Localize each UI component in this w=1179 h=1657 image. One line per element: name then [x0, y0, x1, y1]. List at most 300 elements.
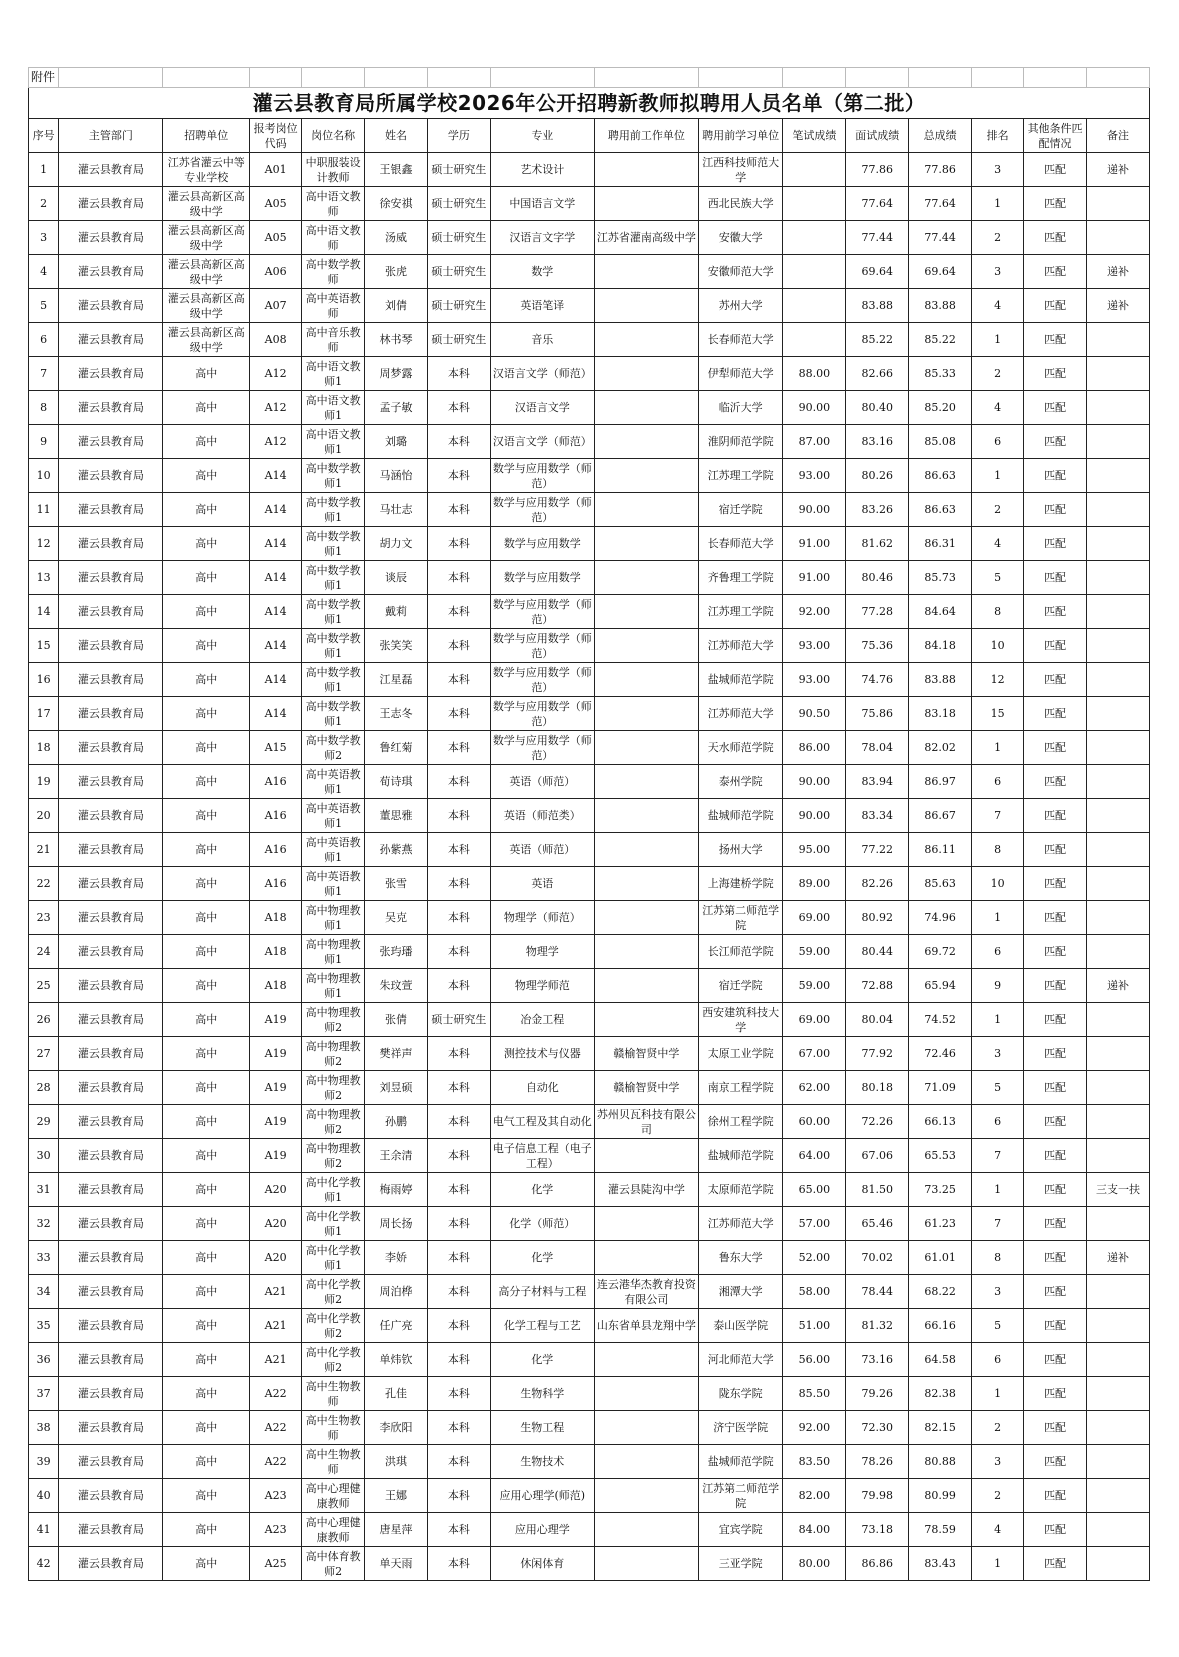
cell-code: A01	[250, 153, 302, 187]
cell-unit: 江苏省灌云中等专业学校	[163, 153, 250, 187]
cell-no: 35	[29, 1309, 59, 1343]
table-row	[29, 731, 1150, 765]
cell-post: 高中数学教师1	[302, 493, 365, 527]
cell-interview: 79.26	[846, 1377, 909, 1411]
cell-match: 匹配	[1024, 1173, 1087, 1207]
cell-note: 递补	[1087, 1241, 1150, 1275]
cell-interview: 81.32	[846, 1309, 909, 1343]
cell-edu: 硕士研究生	[427, 221, 490, 255]
column-header: 排名	[972, 119, 1024, 153]
cell-prev-work: 苏州贝瓦科技有限公司	[594, 1105, 698, 1139]
cell-interview: 77.86	[846, 153, 909, 187]
cell-prev-school: 天水师范学院	[698, 731, 783, 765]
cell-total: 61.23	[909, 1207, 972, 1241]
column-header: 姓名	[365, 119, 428, 153]
cell-rank: 4	[972, 289, 1024, 323]
cell-prev-school: 河北师范大学	[698, 1343, 783, 1377]
cell-written	[783, 323, 846, 357]
cell-prev-school: 三亚学院	[698, 1547, 783, 1581]
cell-code: A19	[250, 1139, 302, 1173]
cell-prev-school: 苏州大学	[698, 289, 783, 323]
cell-post: 高中物理教师1	[302, 935, 365, 969]
cell-match: 匹配	[1024, 1275, 1087, 1309]
cell-dept: 灌云县教育局	[59, 1479, 163, 1513]
cell-written: 56.00	[783, 1343, 846, 1377]
cell-prev-school: 江苏师范大学	[698, 629, 783, 663]
cell-edu: 本科	[427, 1071, 490, 1105]
cell-note	[1087, 629, 1150, 663]
cell-major: 数学与应用数学（师范）	[490, 629, 594, 663]
cell-written: 89.00	[783, 867, 846, 901]
cell-note	[1087, 527, 1150, 561]
cell-dept: 灌云县教育局	[59, 527, 163, 561]
cell-unit: 高中	[163, 1513, 250, 1547]
table-row	[29, 493, 1150, 527]
cell-post: 高中语文教师1	[302, 391, 365, 425]
cell-note	[1087, 935, 1150, 969]
cell-interview: 65.46	[846, 1207, 909, 1241]
cell-total: 77.86	[909, 153, 972, 187]
cell-interview: 69.64	[846, 255, 909, 289]
cell-interview: 72.30	[846, 1411, 909, 1445]
cell-total: 85.33	[909, 357, 972, 391]
cell-major: 数学与应用数学（师范）	[490, 731, 594, 765]
cell-major: 化学	[490, 1241, 594, 1275]
attachment-row	[29, 68, 1150, 88]
cell-post: 高中数学教师	[302, 255, 365, 289]
cell-no: 38	[29, 1411, 59, 1445]
cell-post: 高中化学教师2	[302, 1309, 365, 1343]
cell-name: 张玙璠	[365, 935, 428, 969]
cell-prev-work	[594, 493, 698, 527]
cell-rank: 2	[972, 357, 1024, 391]
cell-post: 高中化学教师1	[302, 1207, 365, 1241]
cell-name: 张笑笑	[365, 629, 428, 663]
cell-interview: 78.44	[846, 1275, 909, 1309]
cell-note	[1087, 221, 1150, 255]
cell-written: 60.00	[783, 1105, 846, 1139]
cell-no: 13	[29, 561, 59, 595]
cell-written: 64.00	[783, 1139, 846, 1173]
cell-match: 匹配	[1024, 629, 1087, 663]
table-row	[29, 1037, 1150, 1071]
cell-written: 95.00	[783, 833, 846, 867]
cell-prev-school: 宿迁学院	[698, 493, 783, 527]
cell-interview: 74.76	[846, 663, 909, 697]
cell-prev-work: 赣榆智贤中学	[594, 1037, 698, 1071]
cell-prev-school: 泰州学院	[698, 765, 783, 799]
cell-prev-school: 太原工业学院	[698, 1037, 783, 1071]
cell-code: A22	[250, 1377, 302, 1411]
cell-edu: 本科	[427, 595, 490, 629]
cell-post: 高中数学教师1	[302, 561, 365, 595]
cell-dept: 灌云县教育局	[59, 1139, 163, 1173]
cell-unit: 高中	[163, 799, 250, 833]
cell-edu: 本科	[427, 901, 490, 935]
cell-prev-school: 湘潭大学	[698, 1275, 783, 1309]
cell-post: 高中英语教师1	[302, 833, 365, 867]
cell-edu: 硕士研究生	[427, 255, 490, 289]
cell-prev-school: 安徽大学	[698, 221, 783, 255]
cell-no: 21	[29, 833, 59, 867]
title-row	[29, 88, 1150, 119]
cell-note	[1087, 765, 1150, 799]
cell-total: 68.22	[909, 1275, 972, 1309]
cell-post: 高中心理健康教师	[302, 1479, 365, 1513]
cell-code: A07	[250, 289, 302, 323]
cell-code: A25	[250, 1547, 302, 1581]
cell-unit: 高中	[163, 391, 250, 425]
cell-total: 85.22	[909, 323, 972, 357]
cell-interview: 75.86	[846, 697, 909, 731]
cell-unit: 高中	[163, 1411, 250, 1445]
cell-interview: 83.16	[846, 425, 909, 459]
cell-interview: 67.06	[846, 1139, 909, 1173]
cell-dept: 灌云县教育局	[59, 1377, 163, 1411]
cell-code: A19	[250, 1071, 302, 1105]
cell-interview: 80.40	[846, 391, 909, 425]
cell-name: 王志冬	[365, 697, 428, 731]
cell-post: 高中语文教师	[302, 221, 365, 255]
cell-rank: 10	[972, 867, 1024, 901]
cell-unit: 高中	[163, 1377, 250, 1411]
attachment-label: 附件	[29, 68, 59, 88]
cell-no: 25	[29, 969, 59, 1003]
cell-interview: 72.88	[846, 969, 909, 1003]
cell-total: 73.25	[909, 1173, 972, 1207]
cell-major: 生物技术	[490, 1445, 594, 1479]
cell-interview: 78.26	[846, 1445, 909, 1479]
cell-rank: 6	[972, 1105, 1024, 1139]
cell-prev-work	[594, 1445, 698, 1479]
cell-major: 应用心理学(师范)	[490, 1479, 594, 1513]
cell-name: 王娜	[365, 1479, 428, 1513]
cell-prev-work	[594, 969, 698, 1003]
cell-no: 23	[29, 901, 59, 935]
cell-no: 16	[29, 663, 59, 697]
cell-name: 周长扬	[365, 1207, 428, 1241]
cell-dept: 灌云县教育局	[59, 1173, 163, 1207]
table-row	[29, 1479, 1150, 1513]
cell-code: A23	[250, 1513, 302, 1547]
cell-major: 物理学（师范）	[490, 901, 594, 935]
cell-prev-school: 长春师范大学	[698, 323, 783, 357]
cell-major: 休闲体育	[490, 1547, 594, 1581]
cell-post: 中职服装设计教师	[302, 153, 365, 187]
cell-unit: 高中	[163, 1479, 250, 1513]
cell-edu: 本科	[427, 1105, 490, 1139]
cell-dept: 灌云县教育局	[59, 1275, 163, 1309]
cell-rank: 12	[972, 663, 1024, 697]
cell-dept: 灌云县教育局	[59, 1547, 163, 1581]
cell-prev-school: 扬州大学	[698, 833, 783, 867]
cell-interview: 81.50	[846, 1173, 909, 1207]
cell-prev-school: 江苏师范大学	[698, 697, 783, 731]
cell-prev-school: 江苏第二师范学院	[698, 1479, 783, 1513]
table-row	[29, 595, 1150, 629]
cell-dept: 灌云县教育局	[59, 1105, 163, 1139]
cell-no: 14	[29, 595, 59, 629]
cell-prev-school: 宜宾学院	[698, 1513, 783, 1547]
column-header: 岗位名称	[302, 119, 365, 153]
cell-total: 86.11	[909, 833, 972, 867]
cell-written	[783, 153, 846, 187]
cell-name: 马涵怡	[365, 459, 428, 493]
cell-match: 匹配	[1024, 289, 1087, 323]
cell-dept: 灌云县教育局	[59, 323, 163, 357]
cell-name: 马壮志	[365, 493, 428, 527]
cell-total: 78.59	[909, 1513, 972, 1547]
cell-match: 匹配	[1024, 493, 1087, 527]
cell-prev-work	[594, 663, 698, 697]
cell-post: 高中英语教师	[302, 289, 365, 323]
cell-written	[783, 255, 846, 289]
cell-match: 匹配	[1024, 731, 1087, 765]
cell-unit: 高中	[163, 731, 250, 765]
cell-unit: 高中	[163, 1173, 250, 1207]
cell-interview: 83.94	[846, 765, 909, 799]
cell-no: 32	[29, 1207, 59, 1241]
cell-interview: 77.64	[846, 187, 909, 221]
cell-no: 37	[29, 1377, 59, 1411]
cell-post: 高中数学教师1	[302, 697, 365, 731]
cell-prev-work	[594, 1479, 698, 1513]
cell-no: 9	[29, 425, 59, 459]
cell-unit: 高中	[163, 1445, 250, 1479]
cell-prev-school: 西安建筑科技大学	[698, 1003, 783, 1037]
cell-prev-school: 江西科技师范大学	[698, 153, 783, 187]
cell-interview: 82.26	[846, 867, 909, 901]
table-row	[29, 1513, 1150, 1547]
cell-name: 唐星萍	[365, 1513, 428, 1547]
cell-match: 匹配	[1024, 1071, 1087, 1105]
cell-written: 92.00	[783, 1411, 846, 1445]
table-row	[29, 357, 1150, 391]
cell-unit: 高中	[163, 459, 250, 493]
cell-rank: 7	[972, 1139, 1024, 1173]
cell-code: A14	[250, 629, 302, 663]
cell-name: 董思雅	[365, 799, 428, 833]
cell-post: 高中语文教师	[302, 187, 365, 221]
cell-name: 李娇	[365, 1241, 428, 1275]
cell-edu: 本科	[427, 357, 490, 391]
cell-name: 吴克	[365, 901, 428, 935]
cell-prev-work	[594, 459, 698, 493]
cell-edu: 硕士研究生	[427, 153, 490, 187]
cell-match: 匹配	[1024, 1003, 1087, 1037]
cell-post: 高中生物教师	[302, 1445, 365, 1479]
cell-rank: 7	[972, 799, 1024, 833]
cell-written: 87.00	[783, 425, 846, 459]
cell-edu: 本科	[427, 561, 490, 595]
cell-dept: 灌云县教育局	[59, 357, 163, 391]
cell-no: 24	[29, 935, 59, 969]
cell-code: A21	[250, 1343, 302, 1377]
cell-rank: 3	[972, 1275, 1024, 1309]
cell-written: 83.50	[783, 1445, 846, 1479]
cell-total: 65.53	[909, 1139, 972, 1173]
cell-match: 匹配	[1024, 833, 1087, 867]
cell-edu: 本科	[427, 1309, 490, 1343]
cell-edu: 本科	[427, 1479, 490, 1513]
cell-prev-school: 盐城师范学院	[698, 663, 783, 697]
cell-dept: 灌云县教育局	[59, 595, 163, 629]
cell-no: 30	[29, 1139, 59, 1173]
cell-code: A14	[250, 459, 302, 493]
cell-total: 66.13	[909, 1105, 972, 1139]
cell-total: 72.46	[909, 1037, 972, 1071]
cell-prev-work	[594, 153, 698, 187]
cell-major: 数学与应用数学（师范）	[490, 459, 594, 493]
cell-major: 化学	[490, 1173, 594, 1207]
cell-note	[1087, 493, 1150, 527]
cell-major: 高分子材料与工程	[490, 1275, 594, 1309]
cell-unit: 高中	[163, 629, 250, 663]
cell-dept: 灌云县教育局	[59, 391, 163, 425]
cell-unit: 灌云县高新区高级中学	[163, 255, 250, 289]
cell-code: A14	[250, 493, 302, 527]
cell-edu: 硕士研究生	[427, 187, 490, 221]
cell-major: 汉语言文学（师范）	[490, 425, 594, 459]
cell-match: 匹配	[1024, 1377, 1087, 1411]
cell-interview: 80.04	[846, 1003, 909, 1037]
cell-prev-school: 江苏理工学院	[698, 459, 783, 493]
cell-rank: 3	[972, 1037, 1024, 1071]
cell-no: 20	[29, 799, 59, 833]
cell-note	[1087, 323, 1150, 357]
cell-rank: 1	[972, 459, 1024, 493]
cell-note	[1087, 1071, 1150, 1105]
cell-no: 18	[29, 731, 59, 765]
cell-prev-school: 安徽师范大学	[698, 255, 783, 289]
table-row	[29, 1173, 1150, 1207]
cell-code: A08	[250, 323, 302, 357]
cell-dept: 灌云县教育局	[59, 459, 163, 493]
cell-name: 王银鑫	[365, 153, 428, 187]
cell-major: 冶金工程	[490, 1003, 594, 1037]
cell-unit: 高中	[163, 663, 250, 697]
cell-note	[1087, 1343, 1150, 1377]
column-header: 总成绩	[909, 119, 972, 153]
cell-name: 周梦露	[365, 357, 428, 391]
cell-prev-work	[594, 731, 698, 765]
cell-total: 66.16	[909, 1309, 972, 1343]
cell-dept: 灌云县教育局	[59, 1207, 163, 1241]
cell-note	[1087, 1479, 1150, 1513]
cell-interview: 85.22	[846, 323, 909, 357]
table-row	[29, 459, 1150, 493]
cell-total: 74.96	[909, 901, 972, 935]
cell-post: 高中物理教师1	[302, 969, 365, 1003]
cell-name: 张虎	[365, 255, 428, 289]
cell-prev-school: 盐城师范学院	[698, 799, 783, 833]
cell-unit: 高中	[163, 765, 250, 799]
cell-written: 58.00	[783, 1275, 846, 1309]
cell-written: 91.00	[783, 561, 846, 595]
cell-edu: 本科	[427, 969, 490, 1003]
cell-total: 84.64	[909, 595, 972, 629]
cell-code: A14	[250, 527, 302, 561]
cell-unit: 灌云县高新区高级中学	[163, 221, 250, 255]
cell-name: 鲁红菊	[365, 731, 428, 765]
cell-rank: 1	[972, 1547, 1024, 1581]
cell-name: 林书琴	[365, 323, 428, 357]
hiring-list-sheet	[28, 67, 1150, 1581]
cell-rank: 10	[972, 629, 1024, 663]
cell-post: 高中数学教师2	[302, 731, 365, 765]
table-row	[29, 867, 1150, 901]
cell-note	[1087, 867, 1150, 901]
cell-unit: 高中	[163, 833, 250, 867]
cell-prev-school: 齐鲁理工学院	[698, 561, 783, 595]
cell-code: A18	[250, 969, 302, 1003]
cell-match: 匹配	[1024, 323, 1087, 357]
cell-edu: 本科	[427, 1241, 490, 1275]
table-row	[29, 1003, 1150, 1037]
cell-match: 匹配	[1024, 1105, 1087, 1139]
cell-prev-work	[594, 255, 698, 289]
table-row	[29, 1547, 1150, 1581]
cell-unit: 高中	[163, 901, 250, 935]
cell-match: 匹配	[1024, 459, 1087, 493]
table-row	[29, 425, 1150, 459]
cell-code: A21	[250, 1275, 302, 1309]
cell-major: 英语（师范）	[490, 833, 594, 867]
cell-interview: 79.98	[846, 1479, 909, 1513]
cell-dept: 灌云县教育局	[59, 765, 163, 799]
cell-rank: 1	[972, 1173, 1024, 1207]
cell-interview: 77.22	[846, 833, 909, 867]
cell-match: 匹配	[1024, 663, 1087, 697]
cell-written: 91.00	[783, 527, 846, 561]
cell-dept: 灌云县教育局	[59, 425, 163, 459]
cell-unit: 高中	[163, 493, 250, 527]
cell-post: 高中数学教师1	[302, 663, 365, 697]
cell-prev-work: 连云港华杰教育投资有限公司	[594, 1275, 698, 1309]
cell-name: 孔佳	[365, 1377, 428, 1411]
cell-code: A14	[250, 561, 302, 595]
table-row	[29, 799, 1150, 833]
cell-total: 71.09	[909, 1071, 972, 1105]
cell-no: 12	[29, 527, 59, 561]
cell-rank: 1	[972, 187, 1024, 221]
cell-unit: 高中	[163, 1309, 250, 1343]
cell-edu: 本科	[427, 1275, 490, 1309]
cell-edu: 本科	[427, 527, 490, 561]
cell-note	[1087, 1445, 1150, 1479]
cell-major: 数学与应用数学（师范）	[490, 493, 594, 527]
cell-rank: 4	[972, 391, 1024, 425]
cell-post: 高中英语教师1	[302, 799, 365, 833]
cell-prev-work	[594, 289, 698, 323]
cell-match: 匹配	[1024, 1445, 1087, 1479]
cell-no: 10	[29, 459, 59, 493]
cell-rank: 6	[972, 425, 1024, 459]
cell-dept: 灌云县教育局	[59, 1343, 163, 1377]
cell-major: 化学	[490, 1343, 594, 1377]
cell-match: 匹配	[1024, 1479, 1087, 1513]
cell-prev-work	[594, 935, 698, 969]
column-header: 招聘单位	[163, 119, 250, 153]
cell-match: 匹配	[1024, 1309, 1087, 1343]
cell-post: 高中化学教师2	[302, 1343, 365, 1377]
cell-rank: 1	[972, 731, 1024, 765]
cell-total: 80.88	[909, 1445, 972, 1479]
cell-written: 90.00	[783, 765, 846, 799]
cell-total: 65.94	[909, 969, 972, 1003]
cell-code: A18	[250, 901, 302, 935]
cell-prev-school: 宿迁学院	[698, 969, 783, 1003]
